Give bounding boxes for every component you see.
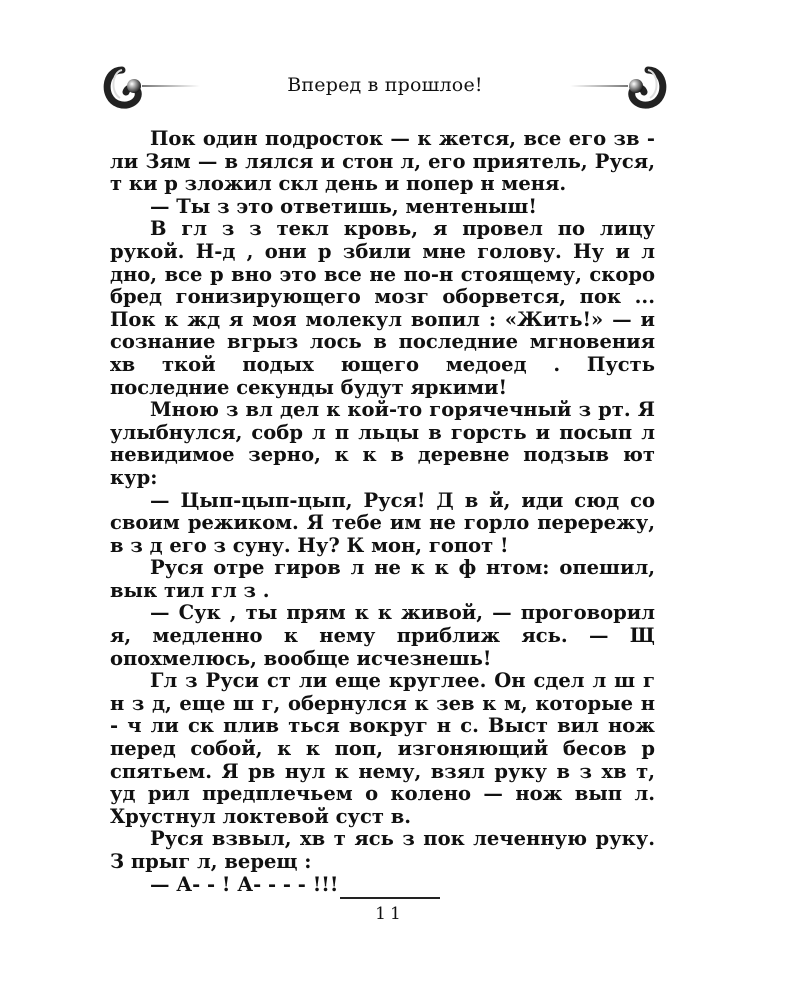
right-ornament-icon: [570, 62, 670, 112]
body-text: [110, 128, 655, 896]
page-header: [100, 62, 670, 122]
running-title: Вперед в прошлое!: [287, 74, 483, 96]
paragraph: Руся отре гиров л не к к ф нтом: опешил, вык тил гл з .: [110, 556, 655, 602]
paragraph: — Ты з это ответишь, ментеныш!: [150, 194, 537, 218]
paragraph: В гл з з текл кровь, я провел по лицу рукой. Н-д , они р збили мне голову. Ну и л дно, все р вно это все не по-н стоящему, скоро бред гонизирующего мозг оборвется, пок ... Пок к жд я моя молекул вопил : «Жить!» — и сознание вгрыз лось в последние мгновения хв ткой подых ющего медоед . Пусть последние секунды будут яркими!: [110, 217, 655, 399]
paragraph: — Цып-цып-цып, Руся! Д в й, иди сюд со своим режиком. Я тебе им не горло перережу, в з д его з суну. Ну? К мон, гопот !: [110, 488, 655, 557]
paragraph: Мною з вл дел к кой-то горячечный з рт. Я улыбнулся, собр л п льцы в горсть и посып л невидимое зерно, к к в деревне подзыв ют кур:: [110, 398, 655, 489]
paragraph: — А- - ! А- - - - !!!: [150, 872, 339, 896]
paragraph: Пок один подросток — к жется, все его зв - ли Зям — в лялся и стон л, его приятель, Руся, т ки р зложил скл день и попер н меня.: [110, 127, 655, 196]
footer-divider: [340, 897, 440, 899]
paragraph: Гл з Руси ст ли еще круглее. Он сдел л ш г н з д, еще ш г, обернулся к зев к м, которые н - ч ли ск плив ться вокруг н с. Выст вил нож перед собой, к к поп, изгоняющий бесов р спятьем. Я рв нул к нему, взял руку в з хв т, уд рил предплечьем о колено — нож вып л. Хрустнул локтевой суст в.: [110, 669, 655, 828]
paragraph: Руся взвыл, хв т ясь з пок леченную руку. З прыг л, верещ :: [110, 827, 655, 873]
paragraph: — Сук , ты прям к к живой, — проговорил я, медленно к нему приближ ясь. — Щ опохмелюсь, вообще исчезнешь!: [110, 601, 655, 670]
page-number: 11: [375, 904, 405, 924]
